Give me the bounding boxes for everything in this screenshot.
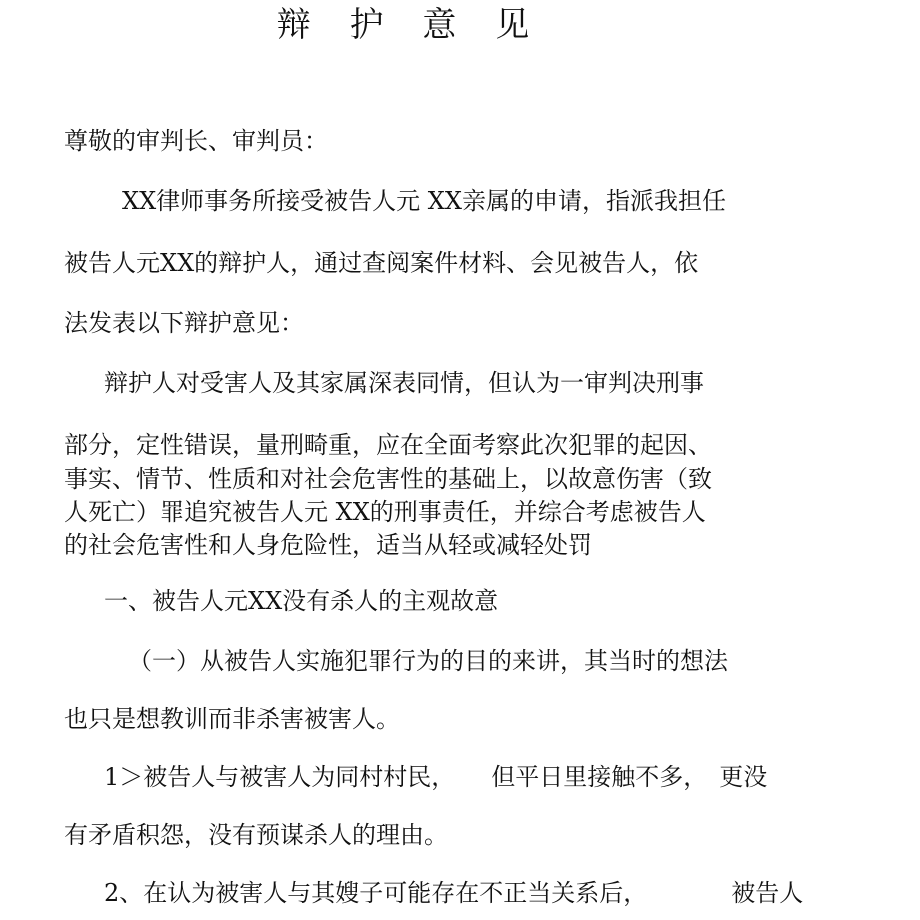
paragraph-line: 有矛盾积怨，没有预谋杀人的理由。	[64, 821, 448, 849]
list-item: 2、在认为被害人与其嫂子可能存在不正当关系后， 被告人	[104, 879, 804, 907]
paragraph-line: 辩护人对受害人及其家属深表同情，但认为一审判决刑事	[104, 369, 704, 397]
paragraph-line: 也只是想教训而非杀害被害人。	[64, 705, 400, 733]
paragraph-line: 法发表以下辩护意见：	[64, 309, 304, 337]
subsection-heading: （一）从被告人实施犯罪行为的目的来讲，其当时的想法	[128, 647, 728, 675]
paragraph-line: 事实、情节、性质和对社会危害性的基础上，以故意伤害（致	[64, 465, 712, 493]
paragraph-line: 人死亡）罪追究被告人元 XX的刑事责任，并综合考虑被告人	[64, 498, 706, 526]
list-item: 1＞被告人与被害人为同村村民， 但平日里接触不多， 更没	[104, 763, 768, 791]
paragraph-line: XX律师事务所接受被告人元 XX亲属的申请，指派我担任	[122, 187, 726, 215]
section-heading: 一、被告人元XX没有杀人的主观故意	[104, 587, 499, 615]
document-title: 辩 护 意 见	[276, 5, 544, 45]
paragraph-line: 被告人元XX的辩护人，通过查阅案件材料、会见被告人，依	[64, 249, 699, 277]
paragraph-line: 部分，定性错误，量刑畸重，应在全面考察此次犯罪的起因、	[64, 431, 712, 459]
paragraph-line: 的社会危害性和人身危险性，适当从轻或减轻处罚	[64, 531, 592, 559]
salutation: 尊敬的审判长、审判员：	[64, 127, 328, 155]
